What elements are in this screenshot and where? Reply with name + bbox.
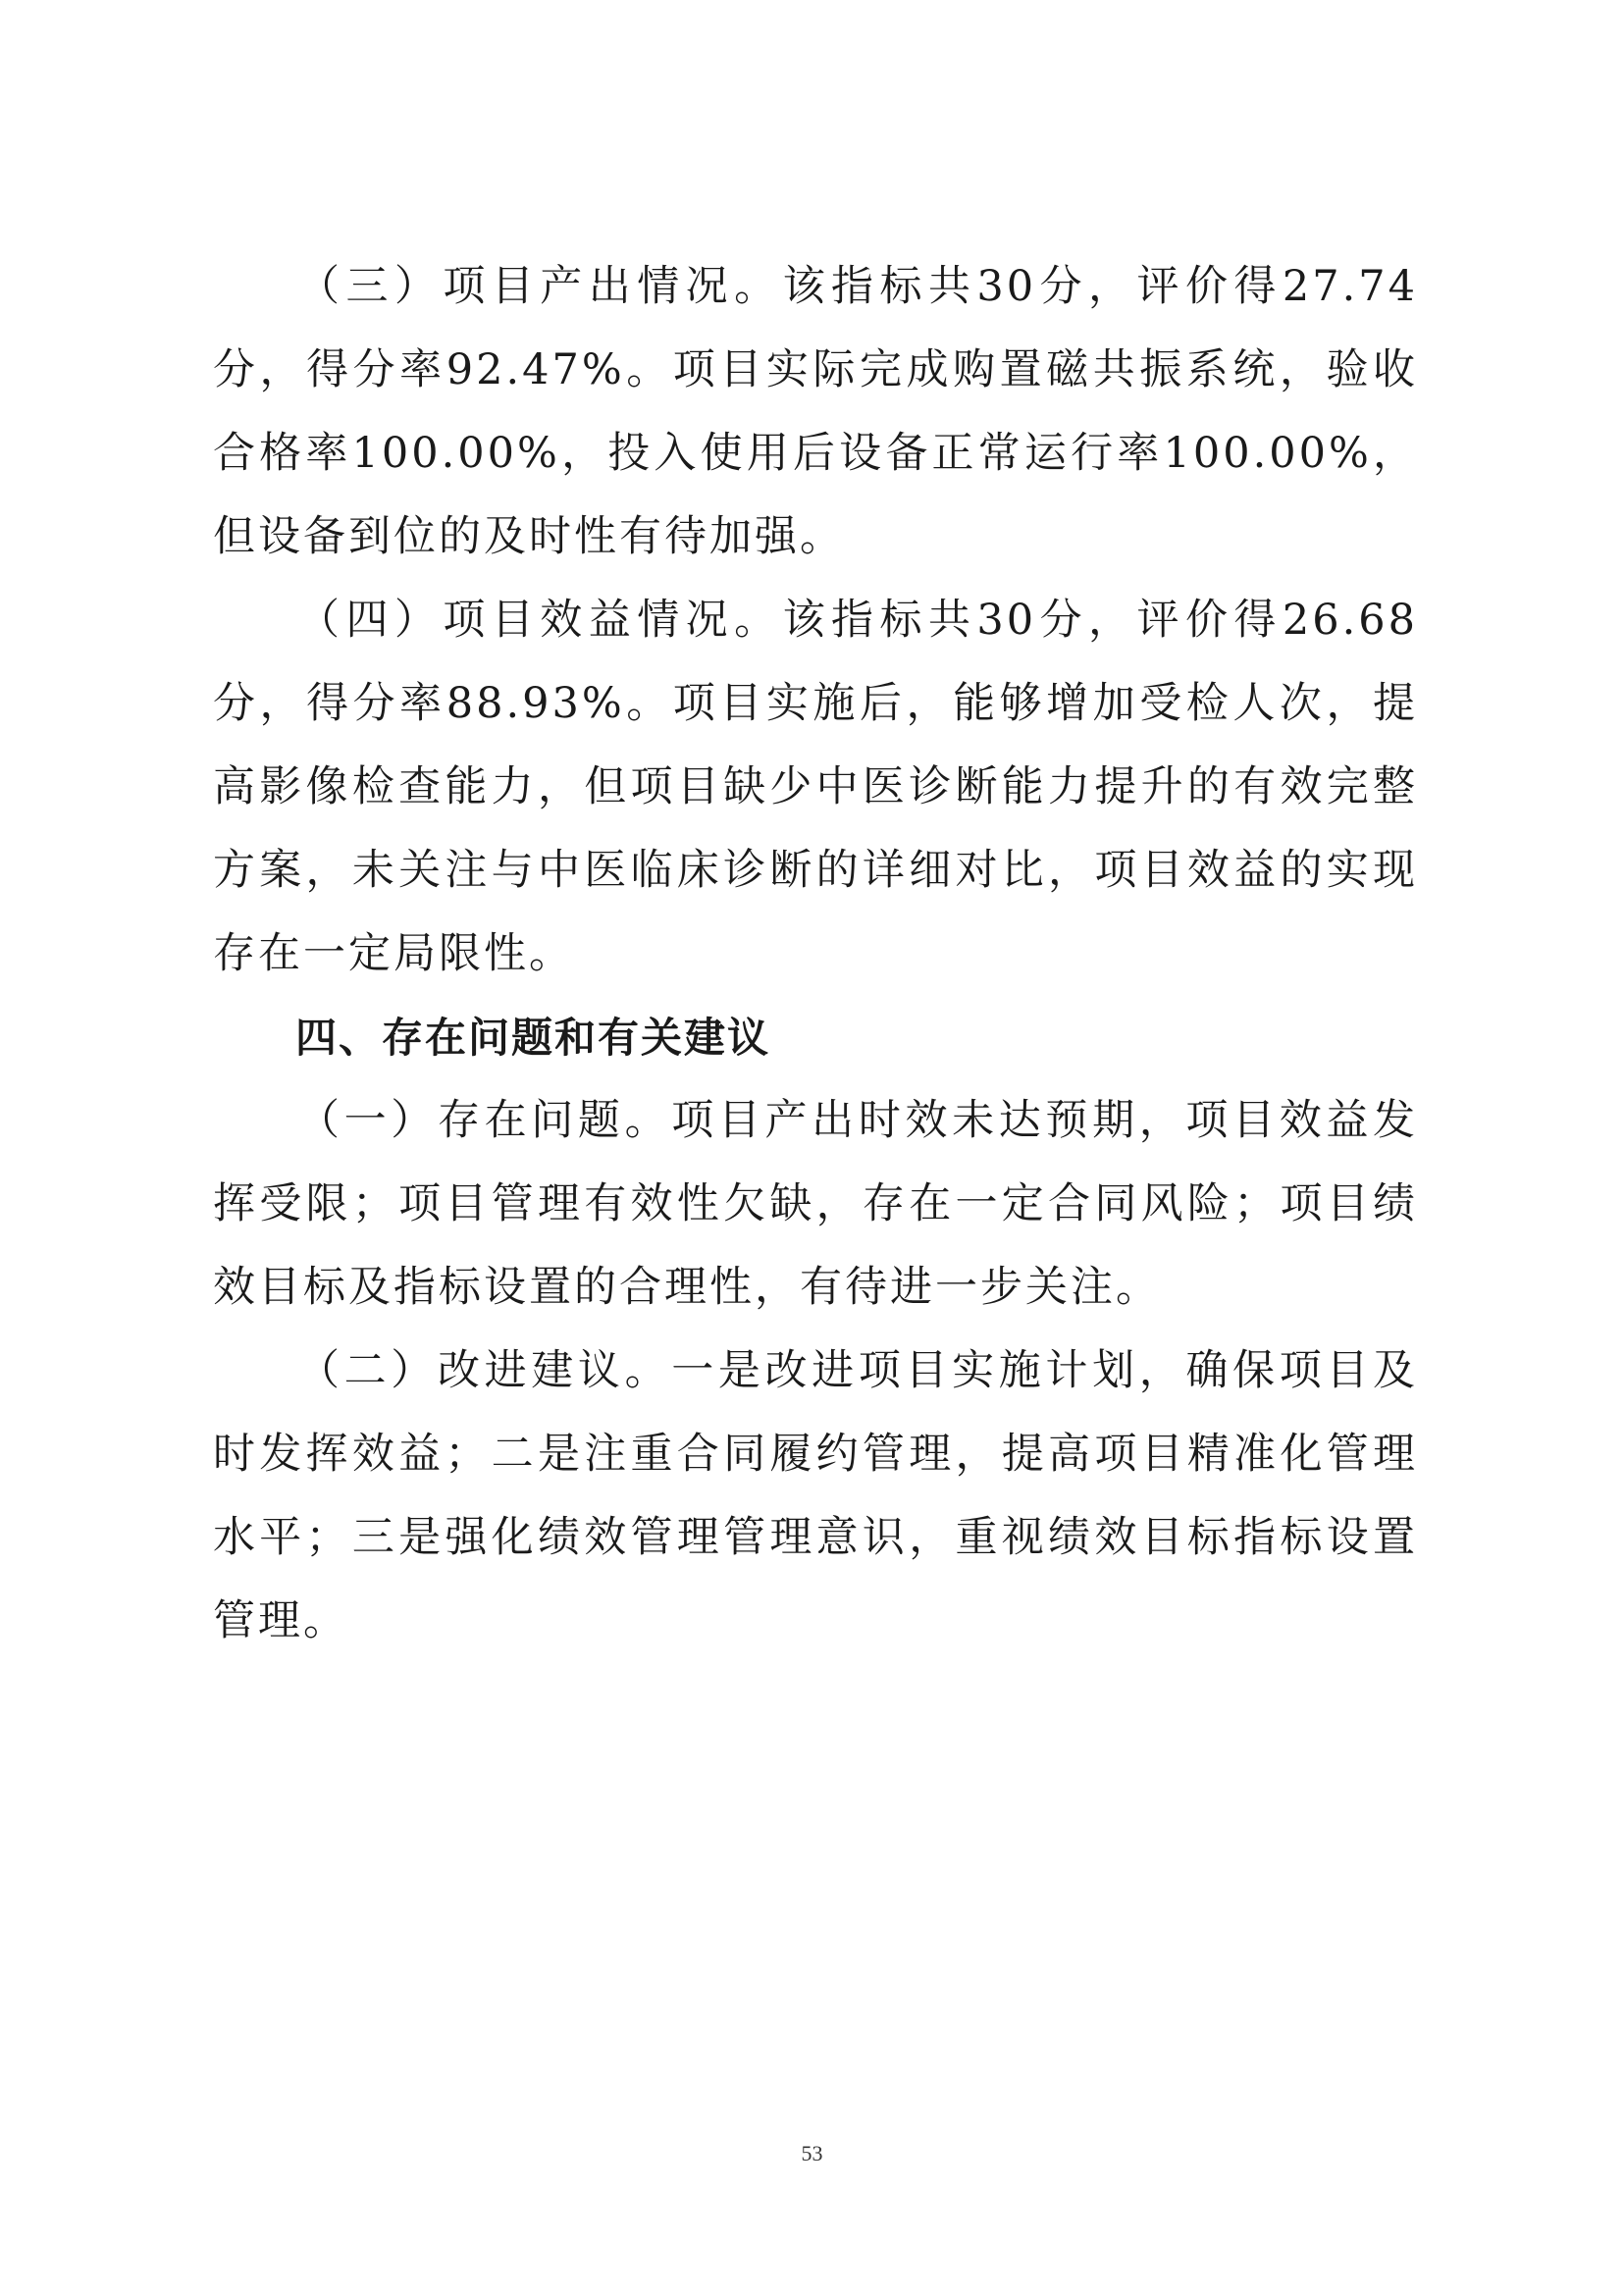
document-body: [213, 245, 1418, 1663]
paragraph-project-output: （三）项目产出情况。该指标共30分，评价得27.74分，得分率92.47%。项目实际完成购置磁共振系统，验收合格率100.00%，投入使用后设备正常运行率100.00%，但设备到位的及时性有待加强。: [213, 262, 1418, 561]
section-heading-problems-suggestions: 四、存在问题和有关建议: [295, 1014, 771, 1062]
paragraph-improvement-suggestions: （二）改进建议。一是改进项目实施计划，确保项目及时发挥效益；二是注重合同履约管理，提高项目精准化管理水平；三是强化绩效管理管理意识，重视绩效目标指标设置管理。: [213, 1346, 1418, 1645]
paragraph-project-benefit: （四）项目效益情况。该指标共30分，评价得26.68分，得分率88.93%。项目实施后，能够增加受检人次，提高影像检查能力，但项目缺少中医诊断能力提升的有效完整方案，未关注与中医临床诊断的详细对比，项目效益的实现存在一定局限性。: [213, 596, 1418, 978]
page-number: 53: [801, 2141, 823, 2165]
paragraph-existing-problems: （一）存在问题。项目产出时效未达预期，项目效益发挥受限；项目管理有效性欠缺，存在一定合同风险；项目绩效目标及指标设置的合理性，有待进一步关注。: [213, 1096, 1418, 1312]
